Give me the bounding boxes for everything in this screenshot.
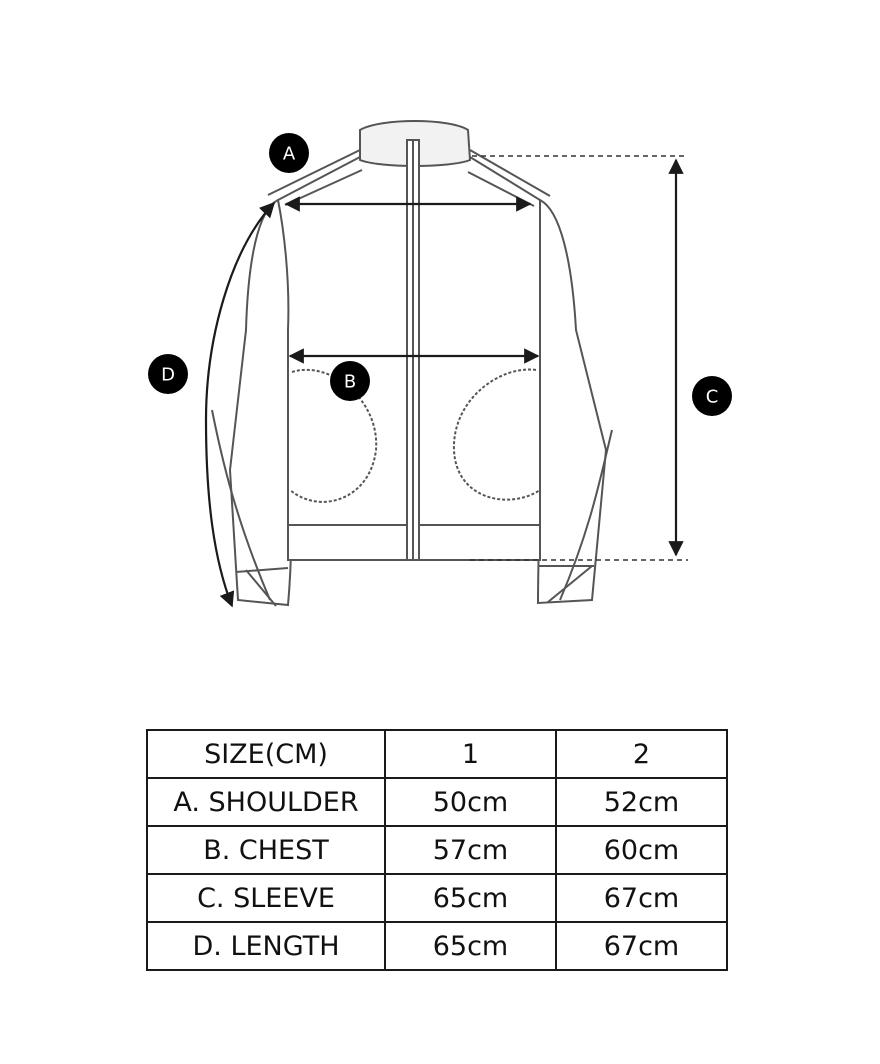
right-sleeve	[534, 200, 606, 603]
jacket-outline	[212, 121, 612, 606]
table-row	[147, 874, 727, 922]
table-cell: 52cm	[556, 778, 727, 826]
header-cell: 1	[385, 730, 556, 778]
marker-b	[330, 361, 370, 401]
table-row	[147, 826, 727, 874]
table-cell: 65cm	[385, 922, 556, 970]
table-header-row	[147, 730, 727, 778]
table-row	[147, 922, 727, 970]
size-table	[146, 729, 728, 971]
marker-a	[269, 133, 309, 173]
svg-text:B: B	[343, 371, 357, 393]
table-cell: 67cm	[556, 922, 727, 970]
svg-text:A: A	[282, 143, 296, 165]
svg-text:C: C	[705, 386, 719, 408]
table-row	[147, 778, 727, 826]
table-cell: 67cm	[556, 874, 727, 922]
table-cell: 57cm	[385, 826, 556, 874]
table-cell: 50cm	[385, 778, 556, 826]
marker-c	[692, 376, 732, 416]
svg-text:D: D	[161, 364, 175, 386]
row-label: B. CHEST	[147, 826, 385, 874]
row-label: A. SHOULDER	[147, 778, 385, 826]
header-cell: SIZE(CM)	[147, 730, 385, 778]
table-cell: 60cm	[556, 826, 727, 874]
header-cell: 2	[556, 730, 727, 778]
marker-d	[148, 354, 188, 394]
row-label: C. SLEEVE	[147, 874, 385, 922]
row-label: D. LENGTH	[147, 922, 385, 970]
table-cell: 65cm	[385, 874, 556, 922]
left-sleeve	[230, 200, 295, 605]
